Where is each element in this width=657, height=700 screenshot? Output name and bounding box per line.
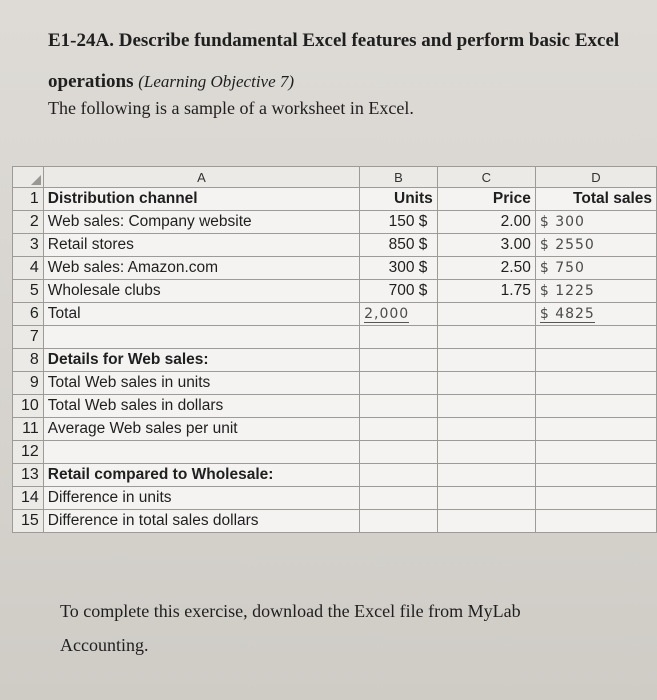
row-number: 9	[13, 372, 44, 395]
column-header-row	[13, 167, 657, 188]
cell-b9	[360, 372, 438, 395]
cell-a12	[43, 441, 359, 464]
units-value: 700	[388, 282, 415, 299]
cell-b6	[360, 303, 438, 326]
row-number: 15	[13, 510, 44, 533]
column-header-b: B	[360, 167, 438, 188]
cell-b12	[360, 441, 438, 464]
cell-b1: Units	[360, 188, 438, 211]
cell-c7	[437, 326, 535, 349]
cell-c8	[437, 349, 535, 372]
table-row	[13, 280, 657, 303]
cell-a11: Average Web sales per unit	[43, 418, 359, 441]
exercise-code: E1-24A.	[48, 30, 114, 51]
cell-d12	[535, 441, 656, 464]
row-number: 5	[13, 280, 44, 303]
cell-d14	[535, 487, 656, 510]
cell-c11	[437, 418, 535, 441]
cell-b3	[360, 234, 438, 257]
currency-symbol: $	[418, 282, 428, 299]
cell-c6	[437, 303, 535, 326]
handwritten-total: $ 2550	[539, 237, 595, 253]
cell-c15	[437, 510, 535, 533]
row-number: 8	[13, 349, 44, 372]
currency-symbol: $	[418, 236, 428, 253]
cell-d2	[535, 211, 656, 234]
column-header-a: A	[43, 167, 359, 188]
row-number: 7	[13, 326, 44, 349]
table-row	[13, 234, 657, 257]
learning-objective: (Learning Objective 7)	[138, 72, 295, 91]
cell-c9	[437, 372, 535, 395]
table-row	[13, 510, 657, 533]
row-number: 13	[13, 464, 44, 487]
cell-a3: Retail stores	[43, 234, 359, 257]
cell-d15	[535, 510, 656, 533]
excel-worksheet	[12, 166, 657, 533]
table-row	[13, 441, 657, 464]
cell-a9: Total Web sales in units	[43, 372, 359, 395]
cell-a13: Retail compared to Wholesale:	[43, 464, 359, 487]
table-row	[13, 211, 657, 234]
cell-b11	[360, 418, 438, 441]
cell-d11	[535, 418, 656, 441]
handwritten-grand-total: $ 4825	[539, 306, 595, 322]
cell-c4: 2.50	[437, 257, 535, 280]
cell-a2: Web sales: Company website	[43, 211, 359, 234]
table-row	[13, 303, 657, 326]
cell-b15	[360, 510, 438, 533]
table-row	[13, 487, 657, 510]
cell-c12	[437, 441, 535, 464]
cell-b10	[360, 395, 438, 418]
cell-c14	[437, 487, 535, 510]
cell-c5: 1.75	[437, 280, 535, 303]
handwritten-total: $ 1225	[539, 283, 595, 299]
cell-d3	[535, 234, 656, 257]
intro-text: The following is a sample of a worksheet in Excel.	[48, 98, 414, 118]
row-number: 6	[13, 303, 44, 326]
exercise-title: Describe fundamental Excel features and perform basic Excel operations	[48, 30, 620, 92]
row-number: 11	[13, 418, 44, 441]
row-number: 12	[13, 441, 44, 464]
row-number: 2	[13, 211, 44, 234]
cell-b4	[360, 257, 438, 280]
cell-d13	[535, 464, 656, 487]
exercise-heading	[48, 20, 648, 102]
currency-symbol: $	[418, 259, 428, 276]
cell-a8: Details for Web sales:	[43, 349, 359, 372]
cell-b13	[360, 464, 438, 487]
cell-c1: Price	[437, 188, 535, 211]
cell-d7	[535, 326, 656, 349]
handwritten-total: $ 300	[539, 214, 585, 230]
table-row	[13, 326, 657, 349]
cell-d8	[535, 349, 656, 372]
column-header-d: D	[535, 167, 656, 188]
cell-a4: Web sales: Amazon.com	[43, 257, 359, 280]
table-row	[13, 372, 657, 395]
cell-c3: 3.00	[437, 234, 535, 257]
row-number: 3	[13, 234, 44, 257]
cell-a7	[43, 326, 359, 349]
cell-a6: Total	[43, 303, 359, 326]
cell-d5	[535, 280, 656, 303]
cell-b5	[360, 280, 438, 303]
cell-d9	[535, 372, 656, 395]
cell-c10	[437, 395, 535, 418]
cell-a15: Difference in total sales dollars	[43, 510, 359, 533]
table-row	[13, 188, 657, 211]
units-value: 150	[388, 213, 415, 230]
column-header-c: C	[437, 167, 535, 188]
cell-b14	[360, 487, 438, 510]
cell-a10: Total Web sales in dollars	[43, 395, 359, 418]
row-number: 4	[13, 257, 44, 280]
row-number: 14	[13, 487, 44, 510]
cell-a14: Difference in units	[43, 487, 359, 510]
table-row	[13, 257, 657, 280]
units-value: 300	[388, 259, 415, 276]
handwritten-units-total: 2,000	[364, 306, 410, 322]
currency-symbol: $	[418, 213, 428, 230]
table-row	[13, 395, 657, 418]
units-value: 850	[388, 236, 415, 253]
cell-d4	[535, 257, 656, 280]
row-number: 1	[13, 188, 44, 211]
table-row	[13, 418, 657, 441]
cell-d6	[535, 303, 656, 326]
cell-b8	[360, 349, 438, 372]
table-row	[13, 464, 657, 487]
row-number: 10	[13, 395, 44, 418]
cell-c2: 2.00	[437, 211, 535, 234]
cell-d1: Total sales	[535, 188, 656, 211]
table-row	[13, 349, 657, 372]
cell-a5: Wholesale clubs	[43, 280, 359, 303]
select-all-corner	[13, 167, 44, 188]
cell-c13	[437, 464, 535, 487]
cell-a1: Distribution channel	[43, 188, 359, 211]
cell-b2	[360, 211, 438, 234]
cell-b7	[360, 326, 438, 349]
cell-d10	[535, 395, 656, 418]
handwritten-total: $ 750	[539, 260, 585, 276]
footer-note: To complete this exercise, download the Excel file from MyLab Accounting.	[60, 601, 521, 655]
